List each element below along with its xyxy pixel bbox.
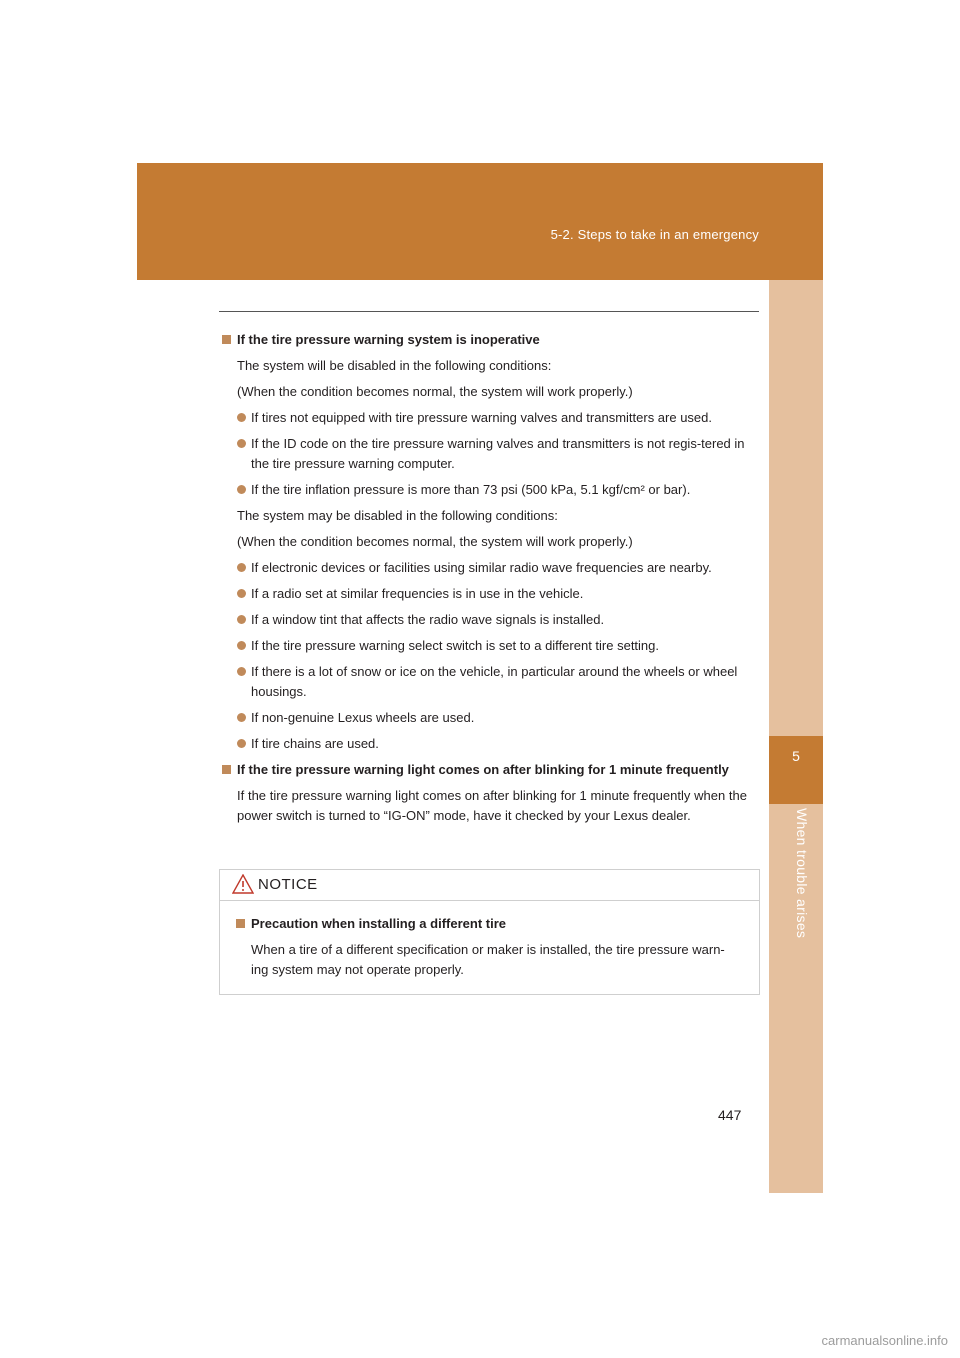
circle-bullet-icon	[237, 439, 246, 448]
circle-bullet-icon	[237, 485, 246, 494]
page-number: 447	[718, 1107, 742, 1123]
paragraph: (When the condition becomes normal, the system will work properly.)	[237, 384, 633, 399]
chapter-number: 5	[792, 748, 800, 764]
list-item: If non-genuine Lexus wheels are used.	[222, 708, 747, 728]
list-item: If the tire inflation pressure is more than 73 psi (500 kPa, 5.1 kgf/cm² or bar).	[222, 480, 747, 500]
paragraph: (When the condition becomes normal, the system will work properly.)	[237, 534, 633, 549]
circle-bullet-icon	[237, 641, 246, 650]
square-bullet-icon	[222, 335, 231, 344]
list-item: If a radio set at similar frequencies is in use in the vehicle.	[222, 584, 747, 604]
list-item: If the tire pressure warning select switch is set to a different tire setting.	[222, 636, 747, 656]
circle-bullet-icon	[237, 615, 246, 624]
notice-text: When a tire of a different specification or maker is installed, the tire pressure warn-ing system may not operate properly.	[251, 942, 725, 977]
circle-bullet-icon	[237, 739, 246, 748]
notice-header	[220, 870, 759, 901]
warning-triangle-icon	[232, 874, 254, 894]
circle-bullet-icon	[237, 413, 246, 422]
circle-bullet-icon	[237, 667, 246, 676]
list-item: If electronic devices or facilities using similar radio wave frequencies are nearby.	[222, 558, 747, 578]
square-bullet-icon	[222, 765, 231, 774]
watermark: carmanualsonline.info	[821, 1333, 948, 1348]
list-item: If there is a lot of snow or ice on the vehicle, in particular around the wheels or wheel housings.	[222, 662, 747, 702]
notice-title: Precaution when installing a different tire	[236, 914, 741, 934]
square-bullet-icon	[236, 919, 245, 928]
circle-bullet-icon	[237, 563, 246, 572]
chapter-tab[interactable]	[769, 736, 823, 804]
header-band	[137, 163, 823, 280]
main-content	[222, 330, 747, 832]
divider	[219, 311, 759, 312]
list-item: If the ID code on the tire pressure warning valves and transmitters is not regis-tered in the tire pressure warning computer.	[222, 434, 747, 474]
list-item: If tires not equipped with tire pressure warning valves and transmitters are used.	[222, 408, 747, 428]
paragraph: If the tire pressure warning light comes on after blinking for 1 minute frequently when the power switch is turned to “IG-ON” mode, have it checked by your Lexus dealer.	[237, 788, 747, 823]
notice-body	[220, 901, 759, 980]
notice-label: NOTICE	[258, 876, 318, 893]
list-item: If tire chains are used.	[222, 734, 747, 754]
list-item: If a window tint that affects the radio wave signals is installed.	[222, 610, 747, 630]
chapter-title: When trouble arises	[794, 808, 810, 939]
paragraph: The system may be disabled in the following conditions:	[237, 508, 558, 523]
section-title: If the tire pressure warning light comes on after blinking for 1 minute frequently	[222, 760, 747, 780]
section-heading: 5-2. Steps to take in an emergency	[550, 227, 759, 242]
circle-bullet-icon	[237, 589, 246, 598]
section-title: If the tire pressure warning system is inoperative	[222, 330, 747, 350]
paragraph: The system will be disabled in the following conditions:	[237, 358, 552, 373]
notice-box	[219, 869, 760, 995]
circle-bullet-icon	[237, 713, 246, 722]
